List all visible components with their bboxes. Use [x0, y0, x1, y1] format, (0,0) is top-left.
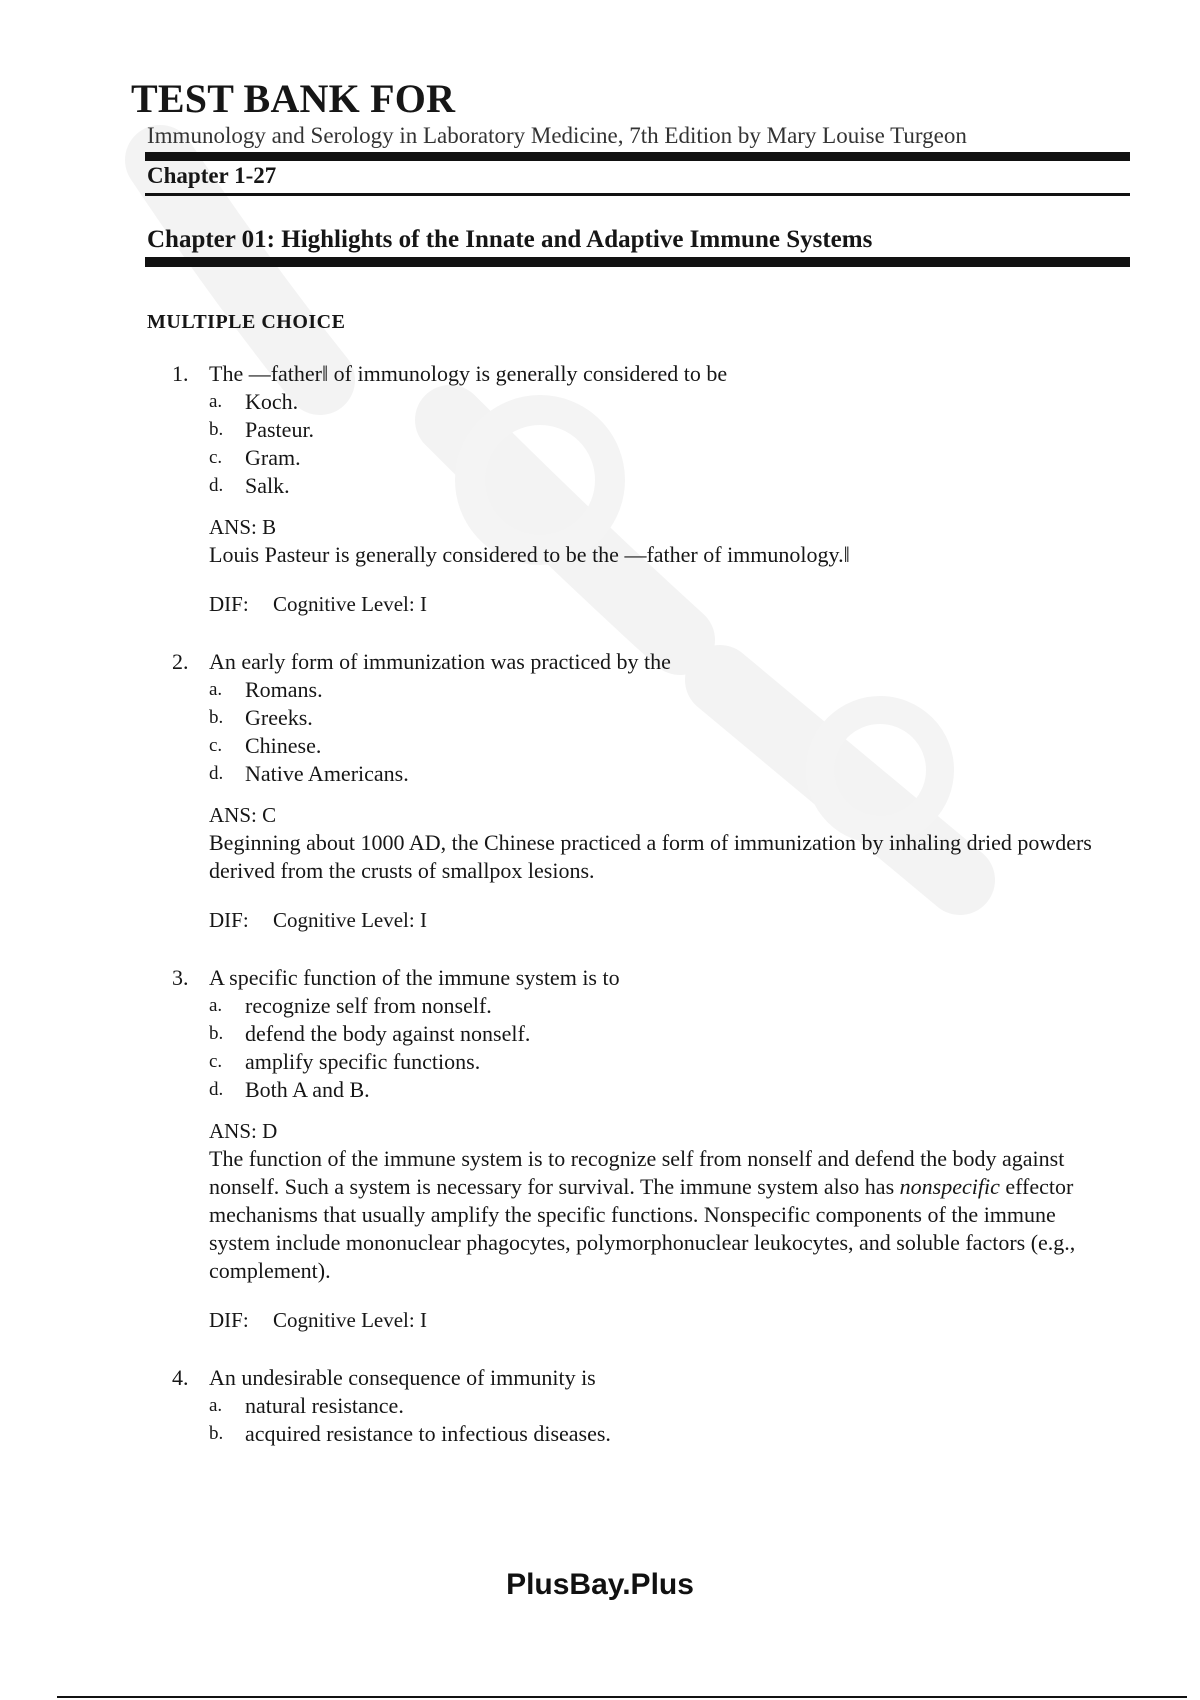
option-a	[0, 676, 1200, 704]
option-a	[0, 1392, 1200, 1420]
footer-rule	[57, 1696, 1187, 1698]
option-text: natural resistance.	[245, 1393, 404, 1418]
option-text: Both A and B.	[245, 1077, 370, 1102]
document-title: TEST BANK FOR	[131, 76, 456, 121]
option-c	[0, 444, 1200, 472]
option-text: Native Americans.	[245, 761, 409, 786]
option-letter: d.	[209, 1079, 224, 1100]
answer-key: ANS: C	[209, 803, 277, 827]
rationale-emphasis: nonspecific	[899, 1174, 1000, 1199]
option-text: Koch.	[245, 389, 299, 414]
option-letter: c.	[209, 735, 223, 756]
question-text: The —father‖ of immunology is generally considered to be	[209, 361, 728, 386]
difficulty-label: DIF:	[209, 592, 249, 616]
rationale-text-start: The function of the immune system is to recognize self from nonself and defend the body against nonself. Such a system is necessary for survival. The immune system also has	[209, 1146, 1065, 1199]
question-number: 3.	[172, 965, 189, 990]
chapter-heading: Chapter 01: Highlights of the Innate and Adaptive Immune Systems	[147, 226, 873, 253]
option-b	[0, 704, 1200, 732]
chapter-heading-rule	[145, 257, 1130, 267]
option-letter: d.	[209, 475, 224, 496]
option-b	[0, 1420, 1200, 1448]
question-1	[0, 360, 1200, 618]
difficulty-label: DIF:	[209, 1308, 249, 1332]
difficulty-level	[0, 591, 1200, 618]
answer-key: ANS: D	[209, 1119, 278, 1143]
option-letter: a.	[209, 391, 223, 412]
answer-key: ANS: B	[209, 515, 277, 539]
question-2	[0, 648, 1200, 934]
option-d	[0, 472, 1200, 500]
header-thick-rule	[145, 152, 1130, 161]
question-3	[0, 964, 1200, 1334]
difficulty-value: Cognitive Level: I	[273, 592, 427, 616]
option-text: Chinese.	[245, 733, 322, 758]
option-b	[0, 416, 1200, 444]
option-a	[0, 388, 1200, 416]
option-text: Greeks.	[245, 705, 313, 730]
option-c	[0, 732, 1200, 760]
question-text: A specific function of the immune system is to	[209, 965, 620, 990]
question-text: An undesirable consequence of immunity is	[209, 1365, 596, 1390]
option-list	[0, 992, 1200, 1104]
option-text: defend the body against nonself.	[245, 1021, 531, 1046]
difficulty-value: Cognitive Level: I	[273, 908, 427, 932]
answer-rationale: Louis Pasteur is generally considered to be the —father of immunology.‖	[209, 542, 850, 567]
question-number: 1.	[172, 361, 189, 386]
option-letter: a.	[209, 679, 223, 700]
option-text: Pasteur.	[245, 417, 315, 442]
chapter-range: Chapter 1-27	[147, 163, 277, 188]
option-letter: c.	[209, 447, 223, 468]
option-text: Salk.	[245, 473, 290, 498]
question-number: 4.	[172, 1365, 189, 1390]
book-subtitle: Immunology and Serology in Laboratory Medicine, 7th Edition by Mary Louise Turgeon	[147, 123, 967, 148]
question-text: An early form of immunization was practiced by the	[209, 649, 671, 674]
question-stem	[0, 360, 1200, 387]
rationale-text-end: effector mechanisms that usually amplify the specific functions. Nonspecific components of the immune system include mononuclear phagocytes, polymorphonuclear leukocytes, and soluble factors (e.g., complement).	[209, 1174, 1076, 1283]
section-label: MULTIPLE CHOICE	[147, 311, 346, 333]
option-a	[0, 992, 1200, 1020]
difficulty-level	[0, 1307, 1200, 1334]
option-letter: d.	[209, 763, 224, 784]
option-letter: b.	[209, 707, 224, 728]
answer-rationale: Beginning about 1000 AD, the Chinese practiced a form of immunization by inhaling dried powders derived from the crusts of smallpox lesions.	[209, 830, 1092, 883]
question-number: 2.	[172, 649, 189, 674]
option-text: amplify specific functions.	[245, 1049, 481, 1074]
question-list	[0, 360, 1200, 1478]
header-thin-rule	[145, 193, 1130, 196]
option-text: Romans.	[245, 677, 323, 702]
option-letter: b.	[209, 1423, 224, 1444]
difficulty-value: Cognitive Level: I	[273, 1308, 427, 1332]
option-letter: a.	[209, 995, 223, 1016]
question-4	[0, 1364, 1200, 1448]
option-text: acquired resistance to infectious diseases.	[245, 1421, 611, 1446]
difficulty-level	[0, 907, 1200, 934]
footer-brand: PlusBay.Plus	[506, 1568, 694, 1601]
option-list	[0, 1392, 1200, 1448]
option-c	[0, 1048, 1200, 1076]
option-text: recognize self from nonself.	[245, 993, 492, 1018]
option-letter: c.	[209, 1051, 223, 1072]
question-stem	[0, 648, 1200, 675]
option-letter: b.	[209, 419, 224, 440]
option-list	[0, 676, 1200, 788]
option-letter: b.	[209, 1023, 224, 1044]
option-b	[0, 1020, 1200, 1048]
option-d	[0, 1076, 1200, 1104]
question-stem	[0, 1364, 1200, 1391]
option-letter: a.	[209, 1395, 223, 1416]
question-stem	[0, 964, 1200, 991]
option-text: Gram.	[245, 445, 301, 470]
difficulty-label: DIF:	[209, 908, 249, 932]
option-list	[0, 388, 1200, 500]
answer-rationale	[0, 1145, 1200, 1285]
option-d	[0, 760, 1200, 788]
